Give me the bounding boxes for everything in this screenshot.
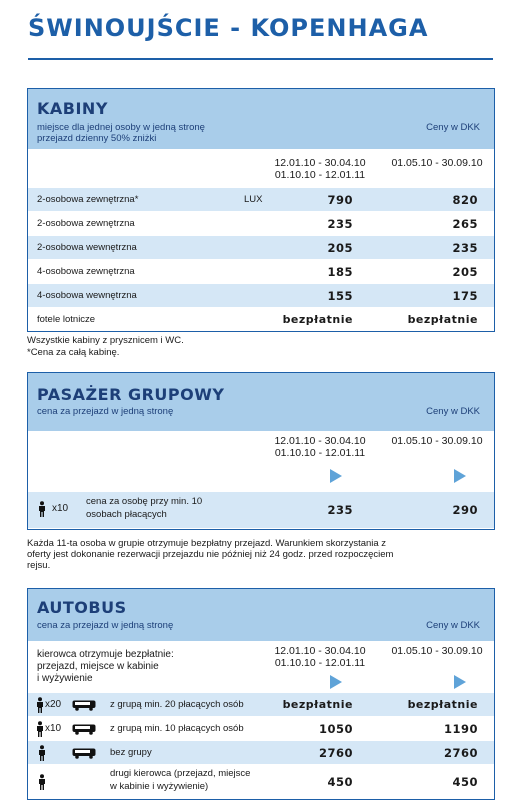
bus-icon [72,700,96,711]
price-period-1: 790 [327,193,353,207]
kabiny-period-2: 01.05.10 - 30.09.10 [391,157,483,169]
price-period-2: 235 [452,241,478,255]
multiplier: x10 [52,503,69,514]
kabiny-period-1b: 01.10.10 - 12.01.11 [274,169,366,181]
table-row [28,740,494,765]
table-row [28,235,494,260]
price-period-2: bezpłatnie [407,313,478,326]
price-period-2: 450 [452,775,478,789]
table-row [28,259,494,284]
row-label: 4-osobowa wewnętrzna [37,290,137,301]
period-arrow-icon [330,469,342,483]
pasazer-period-1b: 01.10.10 - 12.01.11 [274,447,366,459]
row-label-2: w kabinie i wyżywienie) [110,781,209,792]
price-period-1: 450 [327,775,353,789]
bus-icon [72,724,96,735]
driver-note-1: kierowca otrzymuje bezpłatnie: [37,649,174,660]
row-label-1: cena za osobę przy min. 10 [86,496,203,507]
person-icon [35,721,45,737]
person-icon [35,697,45,713]
row-label: 2-osobowa wewnętrzna [37,242,137,253]
autobus-currency-note: Ceny w DKK [426,620,480,631]
pasazer-subtitle: cena za przejazd w jedną stronę [37,406,174,417]
kabiny-header [28,89,494,149]
table-row [28,692,494,717]
period-arrow-icon [330,675,342,689]
autobus-period-1b: 01.10.10 - 12.01.11 [274,657,366,669]
pasazer-note-3: rejsu. [27,560,51,571]
lux-label: LUX [244,194,263,205]
driver-note-3: i wyżywienie [37,673,93,684]
autobus-header [28,589,494,641]
kabiny-title: KABINY [37,99,108,118]
price-period-1: 1050 [318,722,353,736]
pasazer-section [27,372,495,530]
table-row [28,491,494,528]
kabiny-period-1 [264,157,376,181]
autobus-subtitle: cena za przejazd w jedną stronę [37,620,174,631]
autobus-period-1 [264,645,376,669]
price-period-1: bezpłatnie [282,313,353,326]
kabiny-subtitle-1: miejsce dla jednej osoby w jedną stronę [37,122,205,133]
period-arrow-icon [454,675,466,689]
price-period-1: 2760 [318,746,353,760]
kabiny-note-2: *Cena za całą kabinę. [27,347,120,358]
driver-note-2: przejazd, miejsce w kabinie [37,661,159,672]
row-label: fotele lotnicze [37,314,96,325]
pasazer-period-1a: 12.01.10 - 30.04.10 [274,435,366,447]
person-icon [37,774,47,790]
kabiny-subtitle-2: przejazd dzienny 50% zniżki [37,133,157,144]
table-row [28,716,494,741]
kabiny-note-1: Wszystkie kabiny z prysznicem i WC. [27,335,184,346]
row-label: bez grupy [110,747,152,758]
price-period-2: 265 [452,217,478,231]
row-label-2: osobach płacących [86,509,167,520]
price-period-2: bezpłatnie [407,698,478,711]
pasazer-period-2: 01.05.10 - 30.09.10 [391,435,483,447]
table-row [28,307,494,332]
autobus-period-1a: 12.01.10 - 30.04.10 [274,645,366,657]
multiplier: x20 [45,699,62,710]
kabiny-period-1a: 12.01.10 - 30.04.10 [274,157,366,169]
row-label: 2-osobowa zewnętrzna* [37,194,139,205]
table-row [28,283,494,308]
person-icon [37,501,47,517]
price-period-1: 155 [327,289,353,303]
table-row [28,187,494,212]
price-period-1: 235 [327,217,353,231]
autobus-section [27,588,495,800]
table-row [28,211,494,236]
pasazer-title: PASAŻER GRUPOWY [37,385,225,404]
bus-icon [72,748,96,759]
price-period-2: 290 [452,503,478,517]
table-row [28,764,494,799]
price-period-1: 235 [327,503,353,517]
autobus-period-2: 01.05.10 - 30.09.10 [391,645,483,657]
row-label: z grupą min. 20 płacących osób [110,699,244,710]
row-label: z grupą min. 10 płacących osób [110,723,244,734]
multiplier: x10 [45,723,62,734]
price-period-2: 820 [452,193,478,207]
row-label-1: drugi kierowca (przejazd, miejsce [110,768,251,779]
price-period-2: 175 [452,289,478,303]
pasazer-currency-note: Ceny w DKK [426,406,480,417]
pasazer-header [28,373,494,431]
person-icon [37,745,47,761]
title-divider [28,58,493,60]
price-period-2: 1190 [443,722,478,736]
pasazer-period-1 [264,435,376,459]
period-arrow-icon [454,469,466,483]
autobus-title: AUTOBUS [37,598,127,617]
pasazer-note-1: Każda 11-ta osoba w grupie otrzymuje bezpłatny przejazd. Warunkiem skorzystania z [27,538,387,549]
price-period-1: 205 [327,241,353,255]
row-label: 2-osobowa zewnętrzna [37,218,135,229]
row-label: 4-osobowa zewnętrzna [37,266,135,277]
price-period-1: bezpłatnie [282,698,353,711]
price-period-1: 185 [327,265,353,279]
kabiny-section [27,88,495,332]
price-period-2: 2760 [443,746,478,760]
pasazer-note-2: oferty jest dokonanie rezerwacji przejazdu nie później niż 24 godz. przed rozpoczęciem [27,549,394,560]
price-period-2: 205 [452,265,478,279]
page-title: ŚWINOUJŚCIE - KOPENHAGA [28,14,429,42]
kabiny-currency-note: Ceny w DKK [426,122,480,133]
